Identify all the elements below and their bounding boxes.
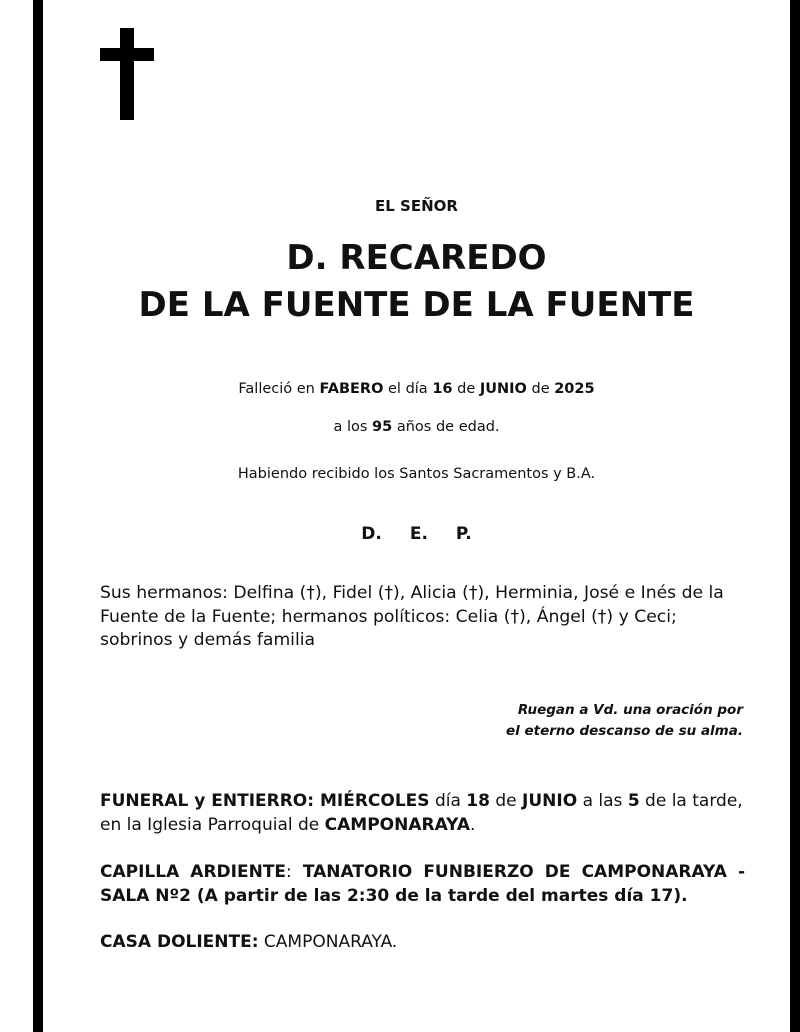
- death-place: FABERO: [319, 381, 384, 397]
- family-text: Sus hermanos: Delfina (†), Fidel (†), Alicia (†), Herminia, José e Inés de la Fuente de la Fuente; hermanos políticos: Celia (†), Ángel (†) y Ceci; sobrinos y demás familia: [100, 583, 724, 650]
- cross-icon: [100, 28, 154, 120]
- dep-line: D. E. P.: [361, 524, 472, 544]
- left-border: [33, 0, 43, 1032]
- death-year: 2025: [554, 381, 595, 397]
- funeral-info: FUNERAL y ENTIERRO: MIÉRCOLES día 18 de JUNIO a las 5 de la tarde, en la Iglesia Parroquial de CAMPONARAYA.: [100, 791, 743, 835]
- age-line: a los 95 años de edad.: [333, 419, 500, 435]
- honorific: EL SEÑOR: [375, 197, 458, 215]
- sacraments-line: Habiendo recibido los Santos Sacramentos y B.A.: [237, 466, 596, 482]
- capilla-ardiente-info: CAPILLA ARDIENTE: TANATORIO FUNBIERZO DE CAMPONARAYA - SALA Nº2 (A partir de las 2:30 de la tarde del martes día 17).: [100, 862, 746, 906]
- death-notice: Falleció en FABERO el día 16 de JUNIO de 2025: [238, 381, 595, 397]
- right-border: [790, 0, 800, 1032]
- prayer-request: Ruegan a Vd. una oración por el eterno descanso de su alma.: [506, 702, 743, 739]
- death-month: JUNIO: [479, 381, 527, 397]
- death-day: 16: [432, 381, 453, 397]
- casa-doliente-info: CASA DOLIENTE: CAMPONARAYA.: [100, 932, 398, 952]
- deceased-name-line2: DE LA FUENTE DE LA FUENTE: [138, 285, 695, 325]
- age-value: 95: [372, 419, 393, 435]
- deceased-name-line1: D. RECAREDO: [286, 238, 547, 278]
